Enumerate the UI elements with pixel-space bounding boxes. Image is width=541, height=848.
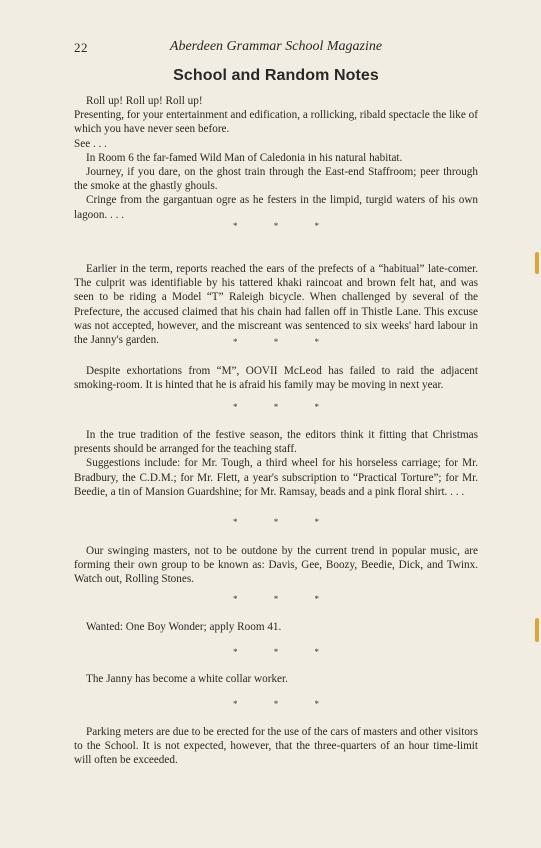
margin-tab-mark: [535, 252, 539, 274]
section-separator: * * *: [233, 402, 336, 412]
text-line: In the true tradition of the festive season, the editors think it fitting that Christmas presents should be arranged for the teaching staff.: [74, 429, 478, 456]
text-line: Suggestions include: for Mr. Tough, a third wheel for his horseless carriage; for Mr. Bradbury, the C.D.M.; for Mr. Flett, a year's subscription to “Practical Torture”; for Mr. Beedie, a tin of Mansion Guardshine; for Mr. Ramsay, beads and a pink floral shirt. . . .: [74, 457, 478, 498]
section-separator: * * *: [233, 647, 336, 657]
section-separator: * * *: [233, 221, 336, 231]
notes-block-masters-group: [74, 544, 478, 587]
text-line: The Janny has become a white collar worker.: [86, 673, 288, 685]
text-line: See . . .: [74, 137, 107, 150]
section-separator: * * *: [233, 517, 336, 527]
text-line: Cringe from the gargantuan ogre as he festers in the limpid, turgid waters of his own lagoon. . . .: [74, 194, 478, 221]
notes-block-latecomer: [74, 262, 478, 347]
section-title: School and Random Notes: [173, 67, 379, 84]
notes-block-christmas: [74, 428, 478, 499]
section-separator: * * *: [233, 594, 336, 604]
notes-block-wanted: [74, 620, 478, 634]
text-line: Roll up! Roll up! Roll up!: [86, 95, 203, 107]
page-number: 22: [74, 40, 88, 55]
notes-block-janny: [74, 672, 478, 686]
text-line: In Room 6 the far-famed Wild Man of Caledonia in his natural habitat.: [86, 151, 403, 164]
section-separator: * * *: [233, 699, 336, 709]
text-line: Earlier in the term, reports reached the ears of the prefects of a “habitual” late-comer. The culprit was identifiable by his tattered khaki raincoat and brown felt hat, and was seen to be riding a Model “T” Raleigh bicycle. When challenged by several of the Prefecture, the accused claimed that his chain had fallen off in Thistle Lane. This excuse was not accepted, however, and the miscreant was sentenced to six weeks' hard labour in the Janny's garden.: [74, 263, 478, 347]
running-head: [74, 40, 478, 58]
text-line: Our swinging masters, not to be outdone by the current trend in popular music, are forming their own group to be known as: Davis, Gee, Boozy, Beedie, Dick, and Twinx. Watch out, Rolling Stones.: [74, 545, 478, 586]
notes-block-parking-meters: [74, 725, 478, 768]
text-line: Parking meters are due to be erected for the use of the cars of masters and other visitors to the School. It is not expected, however, that the three-quarters of an hour time-limit will often be exceeded.: [74, 726, 478, 767]
notes-block-opening: [74, 94, 478, 222]
text-line: Wanted: One Boy Wonder; apply Room 41.: [86, 621, 282, 633]
text-line: Despite exhortations from “M”, OOVII McLeod has failed to raid the adjacent smoking-room. It is hinted that he is afraid his family may be moving in next year.: [74, 365, 478, 392]
margin-tab-mark: [535, 618, 539, 642]
text-line: Presenting, for your entertainment and edification, a rollicking, ribald spectacle the like of which you have never seen before.: [74, 109, 478, 136]
section-separator: * * *: [233, 337, 336, 347]
text-line: Journey, if you dare, on the ghost train through the East-end Staffroom; peer through the smoke at the ghastly ghouls.: [74, 166, 478, 193]
notes-block-smoking-room: [74, 364, 478, 392]
journal-title: Aberdeen Grammar School Magazine: [169, 39, 383, 54]
